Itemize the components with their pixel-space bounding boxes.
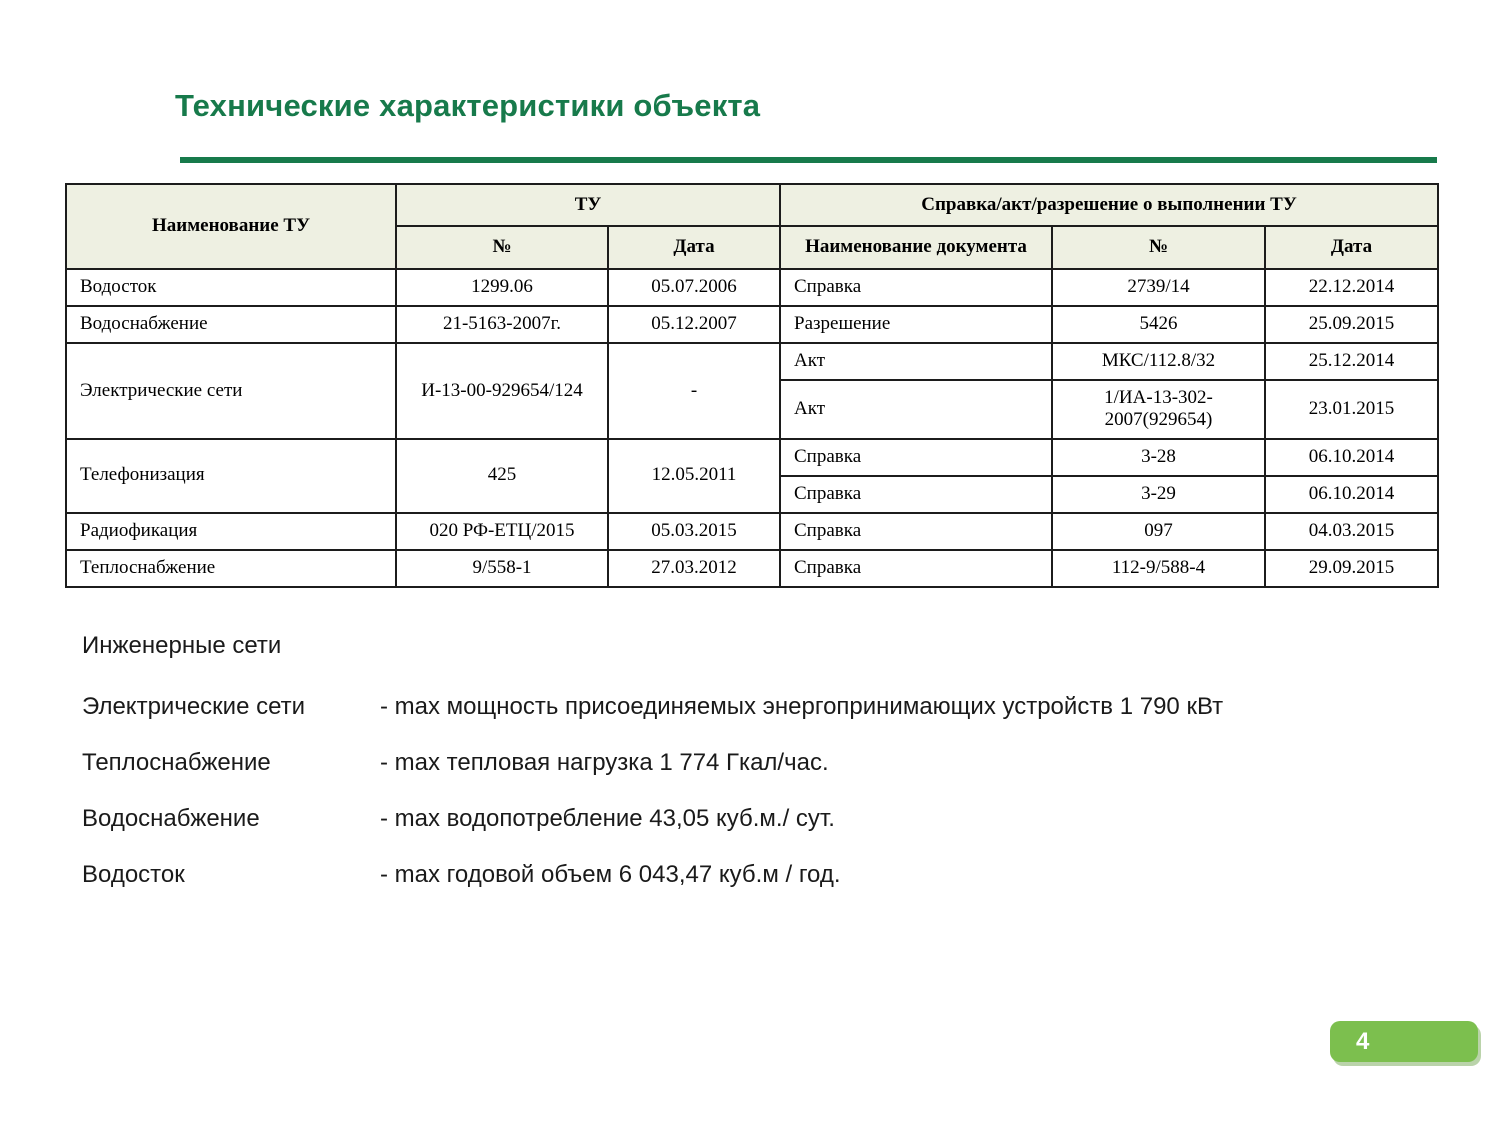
table-row	[66, 439, 1438, 476]
table-cell: 27.03.2012	[608, 550, 780, 587]
table-cell: -	[608, 343, 780, 439]
table-row	[66, 269, 1438, 306]
note-row	[82, 693, 1442, 721]
table-cell: 29.09.2015	[1265, 550, 1438, 587]
page-number-badge	[1330, 1021, 1478, 1062]
header-cell-tu-number: №	[396, 226, 608, 268]
note-text: - max годовой объем 6 043,47 куб.м / год.	[380, 861, 841, 888]
header-cell-tu-group: ТУ	[396, 184, 780, 226]
note-row	[82, 805, 1442, 833]
note-label: Водоснабжение	[82, 805, 260, 832]
note-label: Теплоснабжение	[82, 749, 271, 776]
table-cell: 097	[1052, 513, 1265, 550]
table-cell: 9/558-1	[396, 550, 608, 587]
table-cell: 1299.06	[396, 269, 608, 306]
table-cell: Справка	[780, 269, 1052, 306]
header-cell-doc-name: Наименование документа	[780, 226, 1052, 268]
table-cell: Справка	[780, 550, 1052, 587]
note-text: - max водопотребление 43,05 куб.м./ сут.	[380, 805, 835, 832]
notes-list	[82, 693, 1442, 889]
table-cell: Телефонизация	[66, 439, 396, 513]
header-cell-doc-date: Дата	[1265, 226, 1438, 268]
table-cell: Справка	[780, 439, 1052, 476]
table-cell: Справка	[780, 513, 1052, 550]
note-label: Водосток	[82, 861, 185, 888]
note-label: Электрические сети	[82, 693, 306, 720]
technical-specs-table	[65, 183, 1439, 588]
spec-table-body	[66, 269, 1438, 587]
table-cell: 25.09.2015	[1265, 306, 1438, 343]
table-cell: 25.12.2014	[1265, 343, 1438, 380]
table-cell: 21-5163-2007г.	[396, 306, 608, 343]
table-cell: 1/ИА-13-302-2007(929654)	[1052, 380, 1265, 439]
table-cell: 22.12.2014	[1265, 269, 1438, 306]
note-row	[82, 749, 1442, 777]
table-cell: 5426	[1052, 306, 1265, 343]
table-cell: 05.03.2015	[608, 513, 780, 550]
table-cell: 3-28	[1052, 439, 1265, 476]
note-text: - max мощность присоединяемых энергопринимающих устройств 1 790 кВт	[380, 693, 1224, 720]
table-cell: Радиофикация	[66, 513, 396, 550]
table-row	[66, 550, 1438, 587]
table-cell: 06.10.2014	[1265, 439, 1438, 476]
header-cell-doc-number: №	[1052, 226, 1265, 268]
page-title: Технические характеристики объекта	[175, 88, 761, 123]
table-cell: Акт	[780, 343, 1052, 380]
table-cell: 05.07.2006	[608, 269, 780, 306]
table-cell: И-13-00-929654/124	[396, 343, 608, 439]
table-row	[66, 343, 1438, 380]
table-cell: Теплоснабжение	[66, 550, 396, 587]
table-cell: Акт	[780, 380, 1052, 439]
table-row	[66, 513, 1438, 550]
note-row	[82, 861, 1442, 889]
header-cell-doc-group: Справка/акт/разрешение о выполнении ТУ	[780, 184, 1438, 226]
table-cell: 06.10.2014	[1265, 476, 1438, 513]
table-cell: МКС/112.8/32	[1052, 343, 1265, 380]
page-number: 4	[1356, 1027, 1370, 1055]
table-cell: 3-29	[1052, 476, 1265, 513]
table-cell: 12.05.2011	[608, 439, 780, 513]
note-text: - max тепловая нагрузка 1 774 Гкал/час.	[380, 749, 829, 776]
table-cell: 05.12.2007	[608, 306, 780, 343]
table-cell: 2739/14	[1052, 269, 1265, 306]
table-header	[66, 184, 1438, 269]
header-cell-tu-date: Дата	[608, 226, 780, 268]
table-cell: Справка	[780, 476, 1052, 513]
table-cell: 23.01.2015	[1265, 380, 1438, 439]
header-cell-name-tu: Наименование ТУ	[66, 184, 396, 269]
table-cell: 425	[396, 439, 608, 513]
table-cell: 04.03.2015	[1265, 513, 1438, 550]
table-cell: 020 РФ-ЕТЦ/2015	[396, 513, 608, 550]
engineering-notes	[82, 632, 1442, 917]
table-cell: 112-9/588-4	[1052, 550, 1265, 587]
table-row	[66, 306, 1438, 343]
table-cell: Электрические сети	[66, 343, 396, 439]
table-cell: Водосток	[66, 269, 396, 306]
table-cell: Разрешение	[780, 306, 1052, 343]
table-cell: Водоснабжение	[66, 306, 396, 343]
title-underline-rule	[180, 157, 1437, 163]
notes-heading: Инженерные сети	[82, 632, 282, 659]
